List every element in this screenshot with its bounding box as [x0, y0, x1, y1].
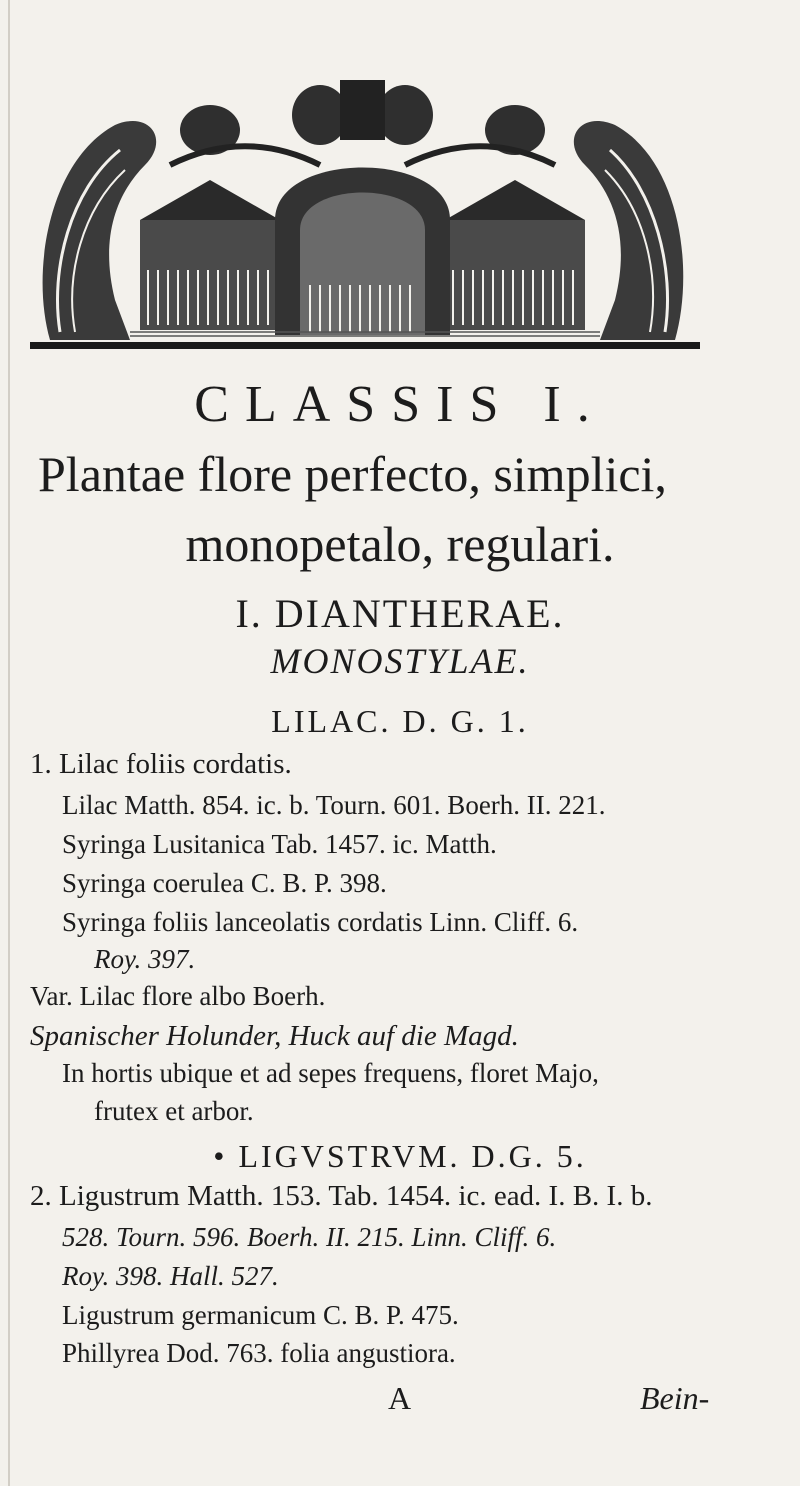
class-heading: CLASSIS I.: [194, 376, 606, 433]
genus-heading-ligustrum: • LIGVSTRVM. D.G. 5.: [213, 1138, 587, 1174]
species-entry-2-continued: 528. Tourn. 596. Boerh. II. 215. Linn. Cliff. 6.: [62, 1222, 557, 1252]
class-description-line-2: monopetalo, regulari.: [185, 516, 615, 572]
synonym-line: Ligustrum germanicum C. B. P. 475.: [62, 1300, 459, 1330]
vernacular-name: Spanischer Holunder, Huck auf die Magd.: [30, 1020, 519, 1052]
synonym-line: Syringa foliis lanceolatis cordatis Linn. Cliff. 6.: [62, 907, 579, 937]
section-heading: I. DIANTHERAE.: [235, 591, 565, 636]
synonym-line: Lilac Matth. 854. ic. b. Tourn. 601. Boerh. II. 221.: [62, 790, 606, 820]
variety-line: Var. Lilac flore albo Boerh.: [30, 981, 326, 1011]
species-entry-1: 1. Lilac foliis cordatis.: [30, 748, 292, 780]
genus-heading-lilac: LILAC. D. G. 1.: [271, 703, 529, 739]
habitat-line-continued: frutex et arbor.: [94, 1096, 254, 1126]
class-description-line-1: Plantae flore perfecto, simplici,: [38, 446, 667, 502]
section-subheading: MONOSTYLAE.: [270, 641, 530, 681]
signature-mark: A: [388, 1380, 412, 1416]
catchword: Bein-: [640, 1380, 710, 1416]
species-entry-2: 2. Ligustrum Matth. 153. Tab. 1454. ic. ead. I. B. I. b.: [30, 1180, 653, 1212]
synonym-line: Syringa coerulea C. B. P. 398.: [62, 868, 387, 898]
ornamental-headpiece: [20, 70, 705, 355]
page-edge: [8, 0, 10, 1486]
habitat-line: In hortis ubique et ad sepes frequens, floret Majo,: [62, 1058, 599, 1088]
synonym-line: Syringa Lusitanica Tab. 1457. ic. Matth.: [62, 829, 497, 859]
synonym-line: Phillyrea Dod. 763. folia angustiora.: [62, 1338, 456, 1368]
synonym-line-continued: Roy. 397.: [94, 944, 196, 974]
species-entry-2-continued: Roy. 398. Hall. 527.: [62, 1261, 279, 1291]
